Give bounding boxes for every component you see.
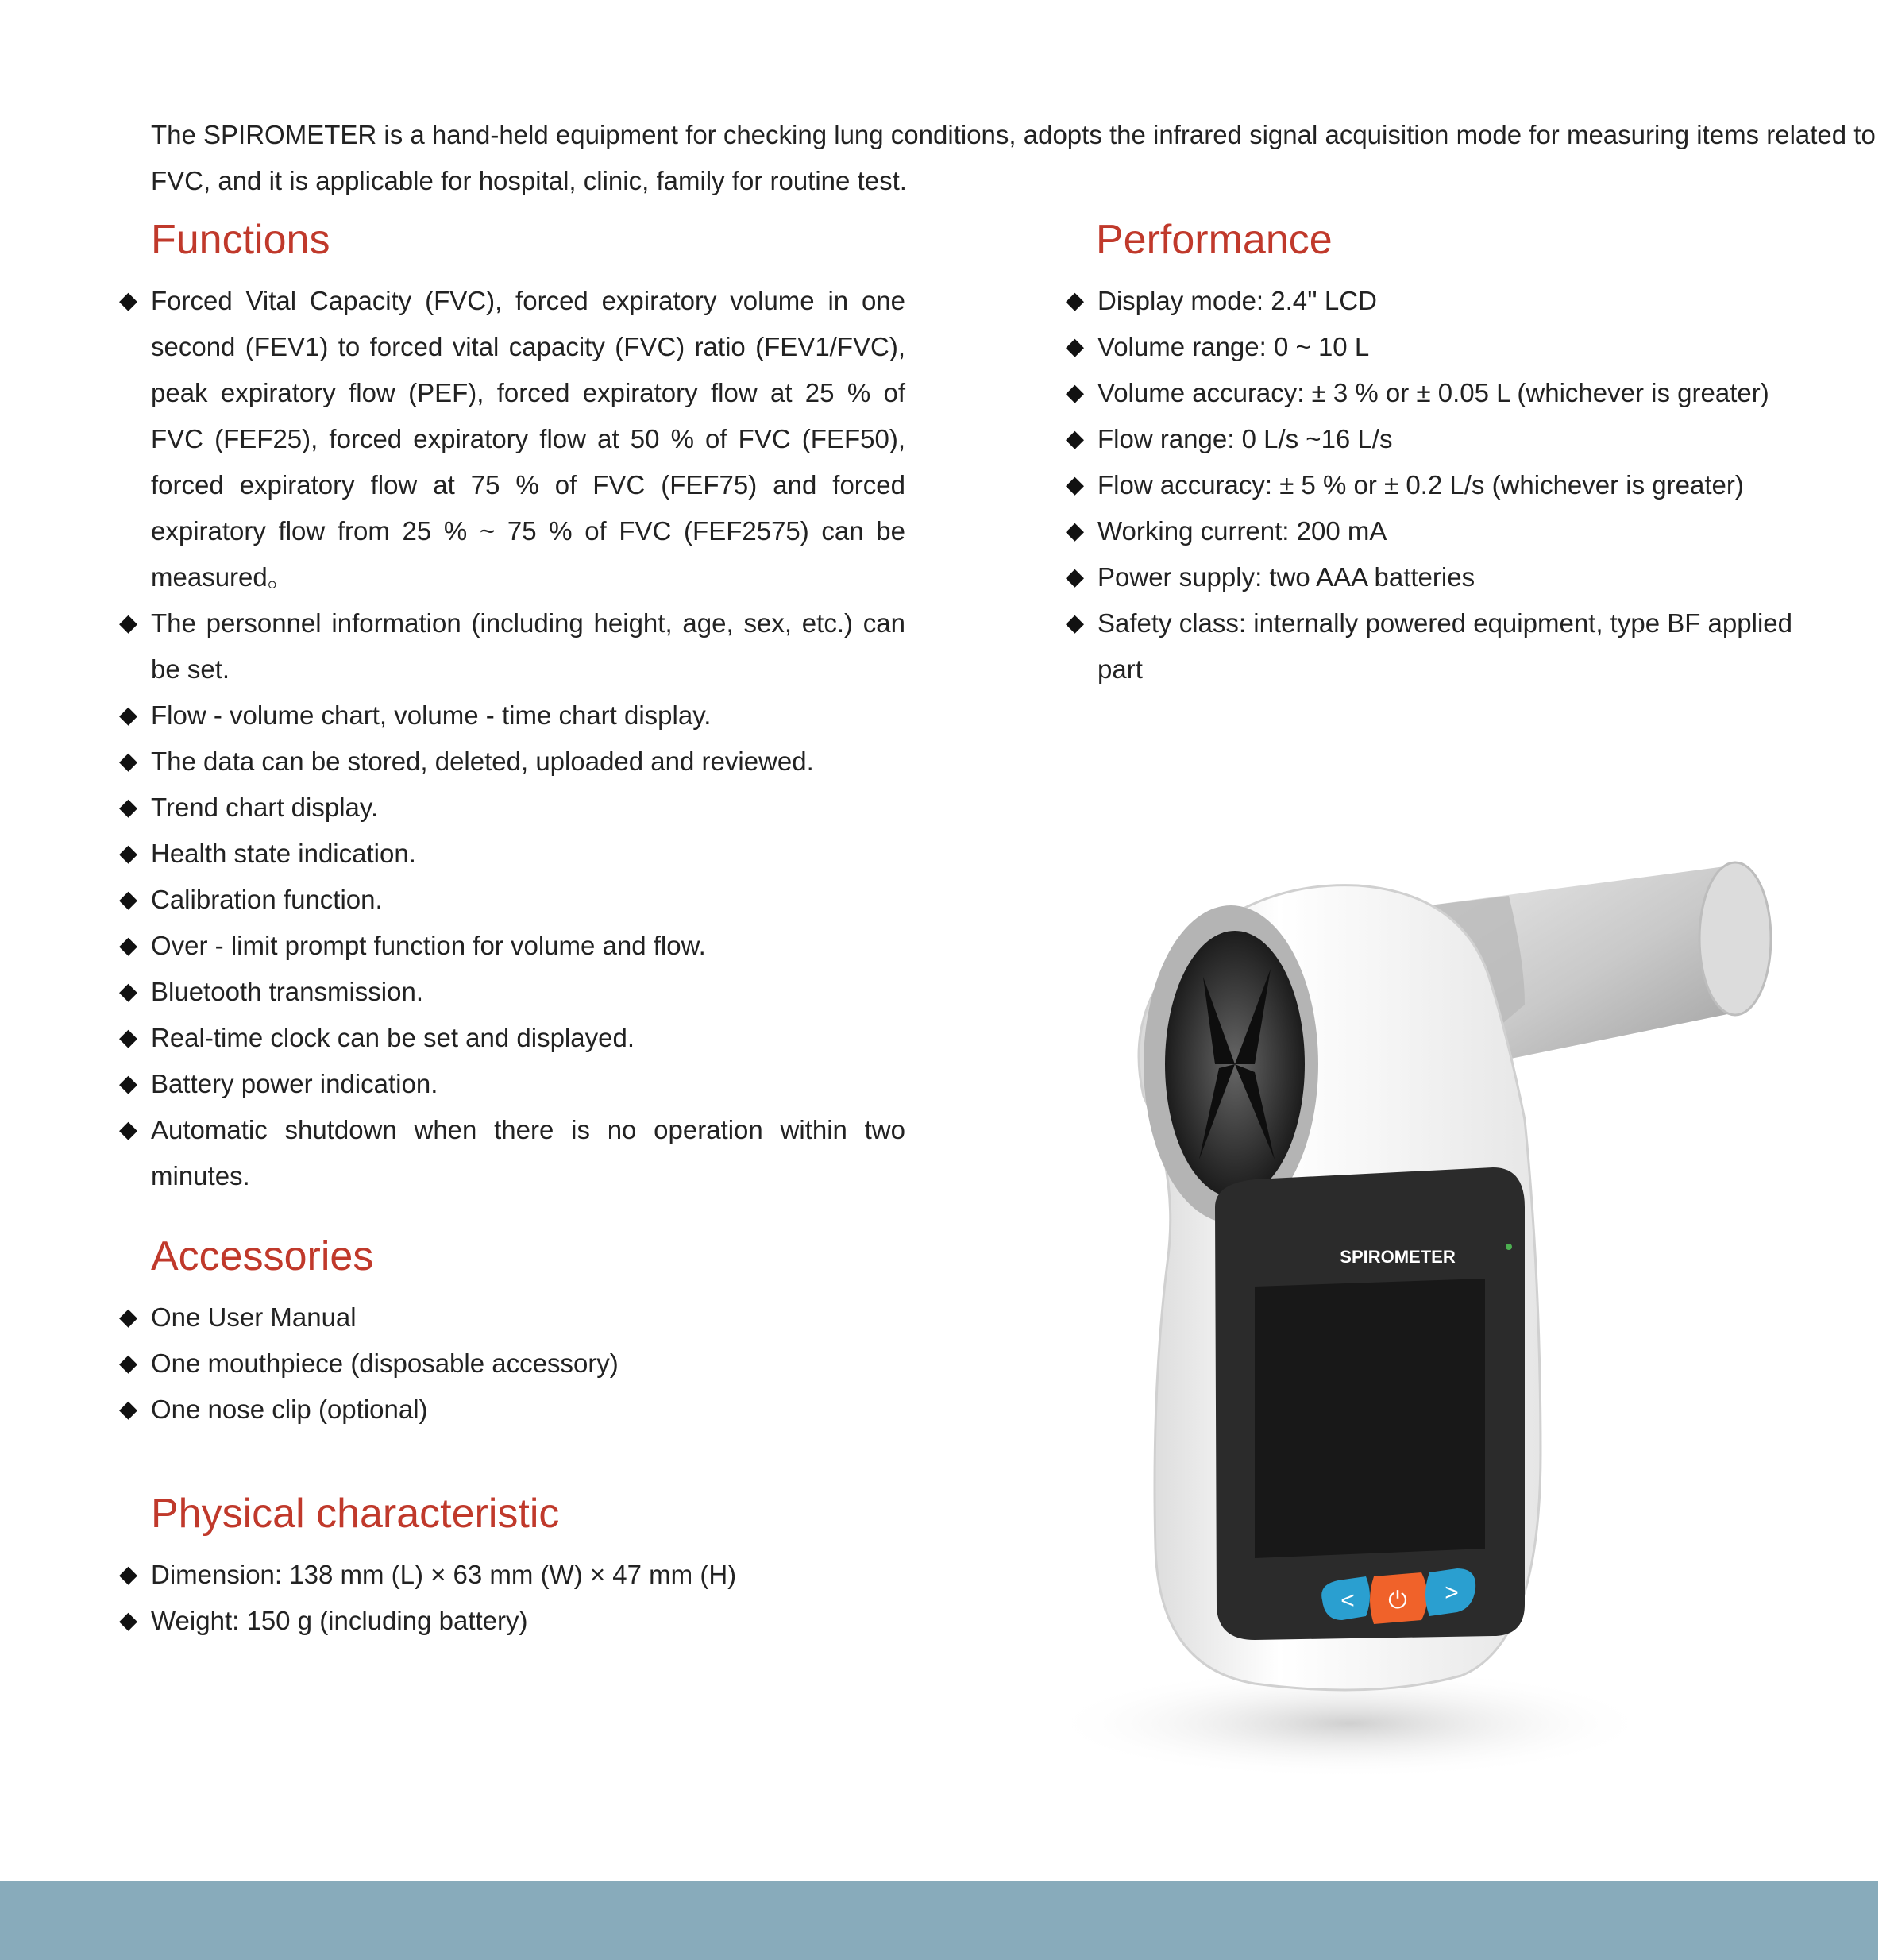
bullet-diamond-icon: ◆ xyxy=(119,840,138,866)
list-item-text: Safety class: internally powered equipment, type BF applied part xyxy=(1097,608,1792,684)
bullet-diamond-icon: ◆ xyxy=(119,287,138,314)
list-item xyxy=(1066,324,1828,370)
list-item xyxy=(1066,416,1828,462)
spirometer-image xyxy=(1016,834,1826,1811)
bullet-diamond-icon: ◆ xyxy=(1066,287,1085,314)
intro-paragraph: The SPIROMETER is a hand-held equipment for checking lung conditions, adopts the infrared signal acquisition mode for measuring items related to FVC, and it is applicable for hospital, clinic, family for routine test. xyxy=(151,120,1876,195)
bullet-diamond-icon: ◆ xyxy=(119,932,138,959)
bullet-diamond-icon: ◆ xyxy=(1066,472,1085,498)
bullet-diamond-icon: ◆ xyxy=(119,702,138,728)
svg-text:<: < xyxy=(1340,1588,1355,1614)
bullet-diamond-icon: ◆ xyxy=(119,1607,138,1634)
bullet-diamond-icon: ◆ xyxy=(119,1396,138,1422)
accessories-title: Accessories xyxy=(151,1233,374,1279)
performance-list xyxy=(1066,278,1828,693)
bullet-diamond-icon: ◆ xyxy=(119,1071,138,1097)
list-item xyxy=(119,278,905,600)
list-item-text: Forced Vital Capacity (FVC), forced expiratory volume in one second (FEV1) to forced vital capacity (FVC) ratio (FEV1/FVC), peak expiratory flow (PEF), forced expiratory flow at 25 % of FVC (FEF25), forced expiratory flow at 50 % of FVC (FEF50), forced expiratory flow at 75 % of FVC (FEF75) and forced expiratory flow from 25 % ~ 75 % of FVC (FEF2575) can be measured。 xyxy=(151,286,905,592)
list-item xyxy=(119,923,905,969)
list-item xyxy=(119,1107,905,1199)
list-item xyxy=(119,1061,905,1107)
list-item xyxy=(1066,508,1828,554)
accessories-list xyxy=(119,1294,905,1433)
list-item-text: The data can be stored, deleted, uploaded and reviewed. xyxy=(151,747,814,776)
power-button[interactable] xyxy=(1370,1572,1428,1624)
bullet-diamond-icon: ◆ xyxy=(119,610,138,636)
list-item-text: Power supply: two AAA batteries xyxy=(1097,562,1475,592)
bullet-diamond-icon: ◆ xyxy=(1066,518,1085,544)
list-item xyxy=(119,1341,905,1387)
physical-list xyxy=(119,1552,905,1644)
bullet-diamond-icon: ◆ xyxy=(119,978,138,1005)
functions-title: Functions xyxy=(151,217,330,263)
list-item xyxy=(119,1598,905,1644)
list-item xyxy=(1066,370,1828,416)
svg-text:>: > xyxy=(1445,1580,1459,1606)
bullet-diamond-icon: ◆ xyxy=(119,1304,138,1330)
list-item-text: The personnel information (including height, age, sex, etc.) can be set. xyxy=(151,608,905,684)
list-item-text: One nose clip (optional) xyxy=(151,1395,428,1424)
list-item-text: Volume range: 0 ~ 10 L xyxy=(1097,332,1370,361)
performance-title: Performance xyxy=(1096,217,1333,263)
list-item xyxy=(1066,554,1828,600)
list-item xyxy=(119,1552,905,1598)
list-item-text: Bluetooth transmission. xyxy=(151,977,424,1006)
list-item xyxy=(119,785,905,831)
list-item xyxy=(119,969,905,1015)
list-item-text: One mouthpiece (disposable accessory) xyxy=(151,1348,619,1378)
bullet-diamond-icon: ◆ xyxy=(1066,380,1085,406)
list-item-text: Trend chart display. xyxy=(151,793,379,822)
list-item-text: Weight: 150 g (including battery) xyxy=(151,1606,528,1635)
list-item xyxy=(119,1294,905,1341)
list-item-text: Over - limit prompt function for volume and flow. xyxy=(151,931,706,960)
lcd-screen xyxy=(1255,1279,1485,1558)
bullet-diamond-icon: ◆ xyxy=(1066,610,1085,636)
bullet-diamond-icon: ◆ xyxy=(1066,334,1085,360)
list-item-text: Battery power indication. xyxy=(151,1069,438,1098)
bullet-diamond-icon: ◆ xyxy=(119,886,138,912)
list-item xyxy=(1066,278,1828,324)
list-item-text: Health state indication. xyxy=(151,839,416,868)
list-item-text: One User Manual xyxy=(151,1302,357,1332)
list-item xyxy=(119,1015,905,1061)
footer-bar xyxy=(0,1881,1878,1960)
bullet-diamond-icon: ◆ xyxy=(119,1024,138,1051)
spirometer-illustration xyxy=(1016,834,1826,1811)
bullet-diamond-icon: ◆ xyxy=(119,1561,138,1588)
list-item xyxy=(119,1387,905,1433)
svg-text:⏻: ⏻ xyxy=(1388,1587,1407,1615)
functions-list xyxy=(119,278,905,1199)
bullet-diamond-icon: ◆ xyxy=(119,794,138,820)
list-item-text: Dimension: 138 mm (L) × 63 mm (W) × 47 mm (H) xyxy=(151,1560,737,1589)
list-item xyxy=(1066,600,1828,693)
physical-title: Physical characteristic xyxy=(151,1491,560,1537)
list-item-text: Flow accuracy: ± 5 % or ± 0.2 L/s (whichever is greater) xyxy=(1097,470,1744,500)
list-item xyxy=(1066,462,1828,508)
list-item-text: Display mode: 2.4'' LCD xyxy=(1097,286,1377,315)
bullet-diamond-icon: ◆ xyxy=(119,1117,138,1143)
list-item-text: Real-time clock can be set and displayed. xyxy=(151,1023,635,1052)
list-item-text: Calibration function. xyxy=(151,885,383,914)
list-item-text: Flow - volume chart, volume - time chart display. xyxy=(151,700,712,730)
list-item-text: Volume accuracy: ± 3 % or ± 0.05 L (whichever is greater) xyxy=(1097,378,1769,407)
list-item xyxy=(119,693,905,739)
list-item-text: Automatic shutdown when there is no operation within two minutes. xyxy=(151,1115,905,1190)
bullet-diamond-icon: ◆ xyxy=(119,748,138,774)
bullet-diamond-icon: ◆ xyxy=(119,1350,138,1376)
list-item xyxy=(119,739,905,785)
list-item xyxy=(119,831,905,877)
device-brand-label: SPIROMETER xyxy=(1340,1247,1456,1267)
bullet-diamond-icon: ◆ xyxy=(1066,564,1085,590)
list-item-text: Working current: 200 mA xyxy=(1097,516,1387,546)
list-item-text: Flow range: 0 L/s ~16 L/s xyxy=(1097,424,1393,453)
status-led xyxy=(1506,1244,1512,1250)
list-item xyxy=(119,600,905,693)
bullet-diamond-icon: ◆ xyxy=(1066,426,1085,452)
list-item xyxy=(119,877,905,923)
